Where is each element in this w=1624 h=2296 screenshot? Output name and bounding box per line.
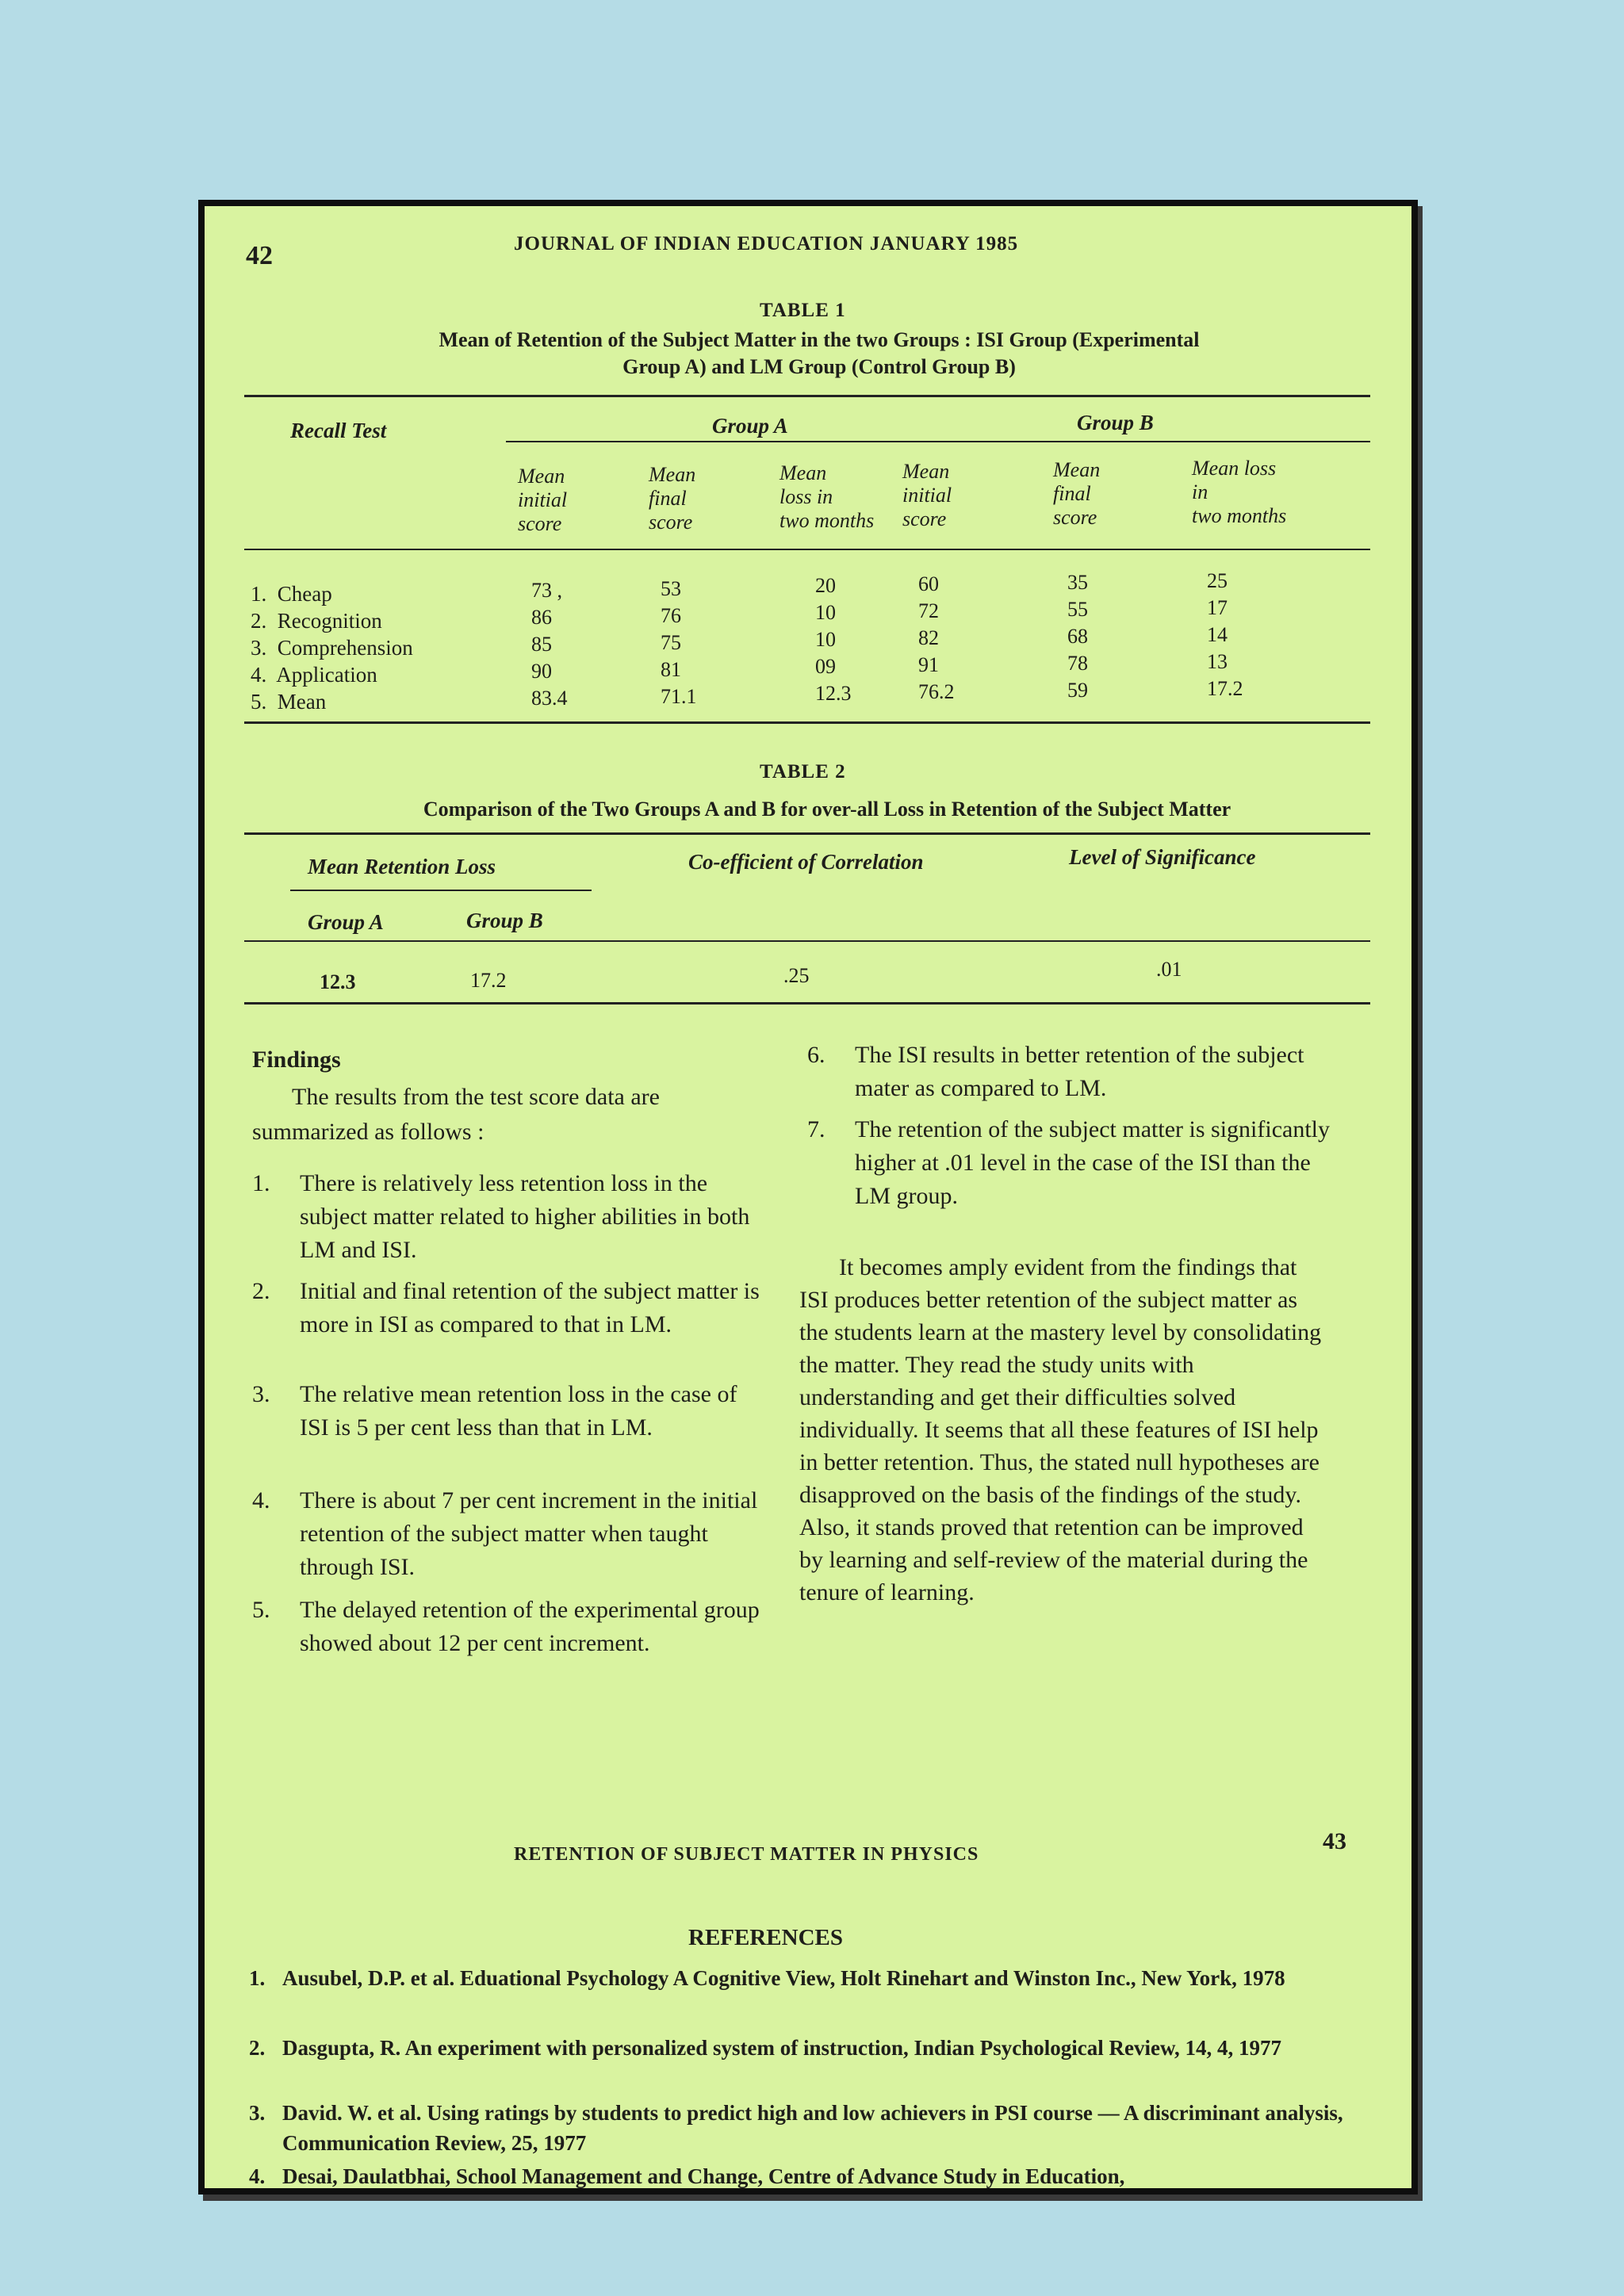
table1-top-rule (244, 395, 1370, 397)
table2-group-b: Group B (466, 909, 543, 932)
table1-subheader-1: Mean initial score (518, 465, 568, 535)
table2-label: TABLE 2 (760, 761, 846, 783)
findings-conclusion: It becomes amply evident from the findings that ISI produces better retention of the subject matter as the students learn at the mastery level by consolidating the matter. They read the study units with understanding and get their difficulties solved individually. It seems that all these features of ISI help in better retention. Thus, the stated null hypotheses are disapproved on the basis of the findings of the study. Also, it stands proved that retention can be improved by learning and self-review of the material during the tenure of learning. (799, 1254, 1322, 1605)
table2-col-loss: Mean Retention Loss (308, 855, 496, 878)
table1-group-a: Group A (712, 414, 788, 438)
table-row-label: 2. Recognition (251, 609, 382, 633)
references-heading: REFERENCES (688, 1925, 843, 1950)
page-number-left: 42 (246, 241, 273, 270)
table1-col-recall: Recall Test (290, 419, 387, 442)
running-head-second: RETENTION OF SUBJECT MATTER IN PHYSICS (514, 1844, 979, 1865)
table1-header-rule (244, 549, 1370, 550)
table1-col-a-loss: 20 10 10 09 12.3 (815, 574, 852, 705)
table2-val-a: 12.3 (320, 970, 356, 993)
table2-top-rule (244, 832, 1370, 835)
table1-group-b: Group B (1077, 411, 1154, 434)
table-row-label: 3. Comprehension (251, 636, 413, 660)
table-row-label: 1. Cheap (251, 582, 332, 606)
table1-caption (324, 327, 1315, 381)
table-row-label: 5. Mean (251, 690, 327, 714)
table1-subheader-2: Mean final score (649, 463, 696, 534)
table1-group-rule (506, 441, 1370, 442)
table2-caption: Comparison of the Two Groups A and B for over-all Loss in Retention of the Subject Matter (423, 798, 1231, 821)
table2-col-sig: Level of Significance (1069, 845, 1256, 869)
table1-subheader-5: Mean final score (1053, 458, 1101, 529)
table1-col-b-final: 35 55 68 78 59 (1067, 571, 1088, 702)
table2-header-rule (244, 940, 1370, 942)
table2-group-a: Group A (308, 910, 384, 934)
table2-val-b: 17.2 (470, 969, 507, 992)
table1-bottom-rule (244, 721, 1370, 724)
findings-heading: Findings (252, 1047, 341, 1073)
table1-col-a-final: 53 76 75 81 71.1 (661, 577, 697, 708)
page-number-right: 43 (1323, 1828, 1346, 1854)
table1-col-a-initial: 73 , 86 85 90 83.4 (531, 579, 568, 710)
table1-subheader-6: Mean loss in two months (1192, 457, 1287, 527)
table2-val-corr: .25 (783, 964, 810, 987)
table1-col-b-initial: 60 72 82 91 76.2 (918, 572, 955, 703)
table2-col-corr: Co-efficient of Correlation (688, 850, 924, 874)
table1-label: TABLE 1 (760, 300, 846, 321)
table1-caption-line1: Mean of Retention of the Subject Matter in the two Groups : ISI Group (Experimental (439, 328, 1200, 351)
findings-intro: The results from the test score data are summarized as follows : (252, 1084, 660, 1145)
table2-group-rule (290, 890, 592, 891)
table1-subheader-3: Mean loss in two months (779, 461, 875, 532)
table1-subheader-4: Mean initial score (902, 460, 952, 530)
table2-bottom-rule (244, 1002, 1370, 1004)
scanned-page: 42 JOURNAL OF INDIAN EDUCATION JANUARY 1985 TABLE 1 Mean of Retention of the Subject Matter in the two Groups : ISI Group (Experimental Group A) and LM Group (Control Group B) Recall Test Group A Group B Mean initial score Mean final score Mean loss in two months Mean initial score Mean final score Mean loss in two months 1. Cheap 2. Recognition 3. Comprehension 4. Application 5. Mean 73 , 86 85 90 83.4 53 76 75 81 71.1 20 10 10 09 12.3 60 72 82 91 76.2 35 55 68 78 59 25 17 14 13 17.2 TABLE 2 Comparison of the Two Groups A and B for over-all Loss in Retention of the Subject Matter Mean Retention Loss Co-efficient of Correlation Level of Significance Group A Group B 12.3 17.2 .25 .01 Findings The results from the test score data are summarized as follows : 1. There is relatively less retention loss in the subject matter related to higher abilities in both LM and ISI. 2. Initial and final retention of the subject matter is more in ISI as compared to that in LM. 3. The relative mean retention loss in the case of ISI is 5 per cent less than that in LM. 4. There is about 7 per cent increment in the initial retention of the subject matter when taught through ISI. 5. The delayed retention of the experimental group showed about 12 per cent increment. 6. The ISI results in better retention of the subject mater as compared to LM. 7. The retention of the subject matter is significantly higher at .01 level in the case of the ISI than the LM group. It becomes amply evident from the findings that ISI produces better retention of the subject matter as the students learn at the mastery level by consolidating the matter. They read the study units with understanding and get their difficulties solved individually. It seems that all these features of ISI help in better retention. Thus, the stated null hypotheses are disapproved on the basis of the findings of the study. Also, it stands proved that retention can be improved by learning and self-review of the material during the tenure of learning. RETENTION OF SUBJECT MATTER IN PHYSICS 43 REFERENCES 1. Ausubel, D.P. et al. Eduational Psychology A Cognitive View, Holt Rinehart and Winston Inc., New York, 1978 2. Dasgupta, R. An experiment with personalized system of instruction, Indian Psychological Review, 14, 4, 1977 3. David. W. et al. Using ratings by students to predict high and low achievers in PSI course — A discriminant analysis, Communication Review, 25, 1977 4. Desai, Daulatbhai, School Management and Change, Centre of Advance Study in Education, (198, 200, 1418, 2195)
table-row-label: 4. Application (251, 663, 377, 687)
table1-row-labels (251, 580, 413, 715)
table1-col-b-loss: 25 17 14 13 17.2 (1207, 569, 1243, 700)
table1-caption-line2: Group A) and LM Group (Control Group B) (622, 355, 1016, 378)
table2-val-sig: .01 (1156, 958, 1182, 981)
running-head: JOURNAL OF INDIAN EDUCATION JANUARY 1985 (514, 233, 1019, 254)
